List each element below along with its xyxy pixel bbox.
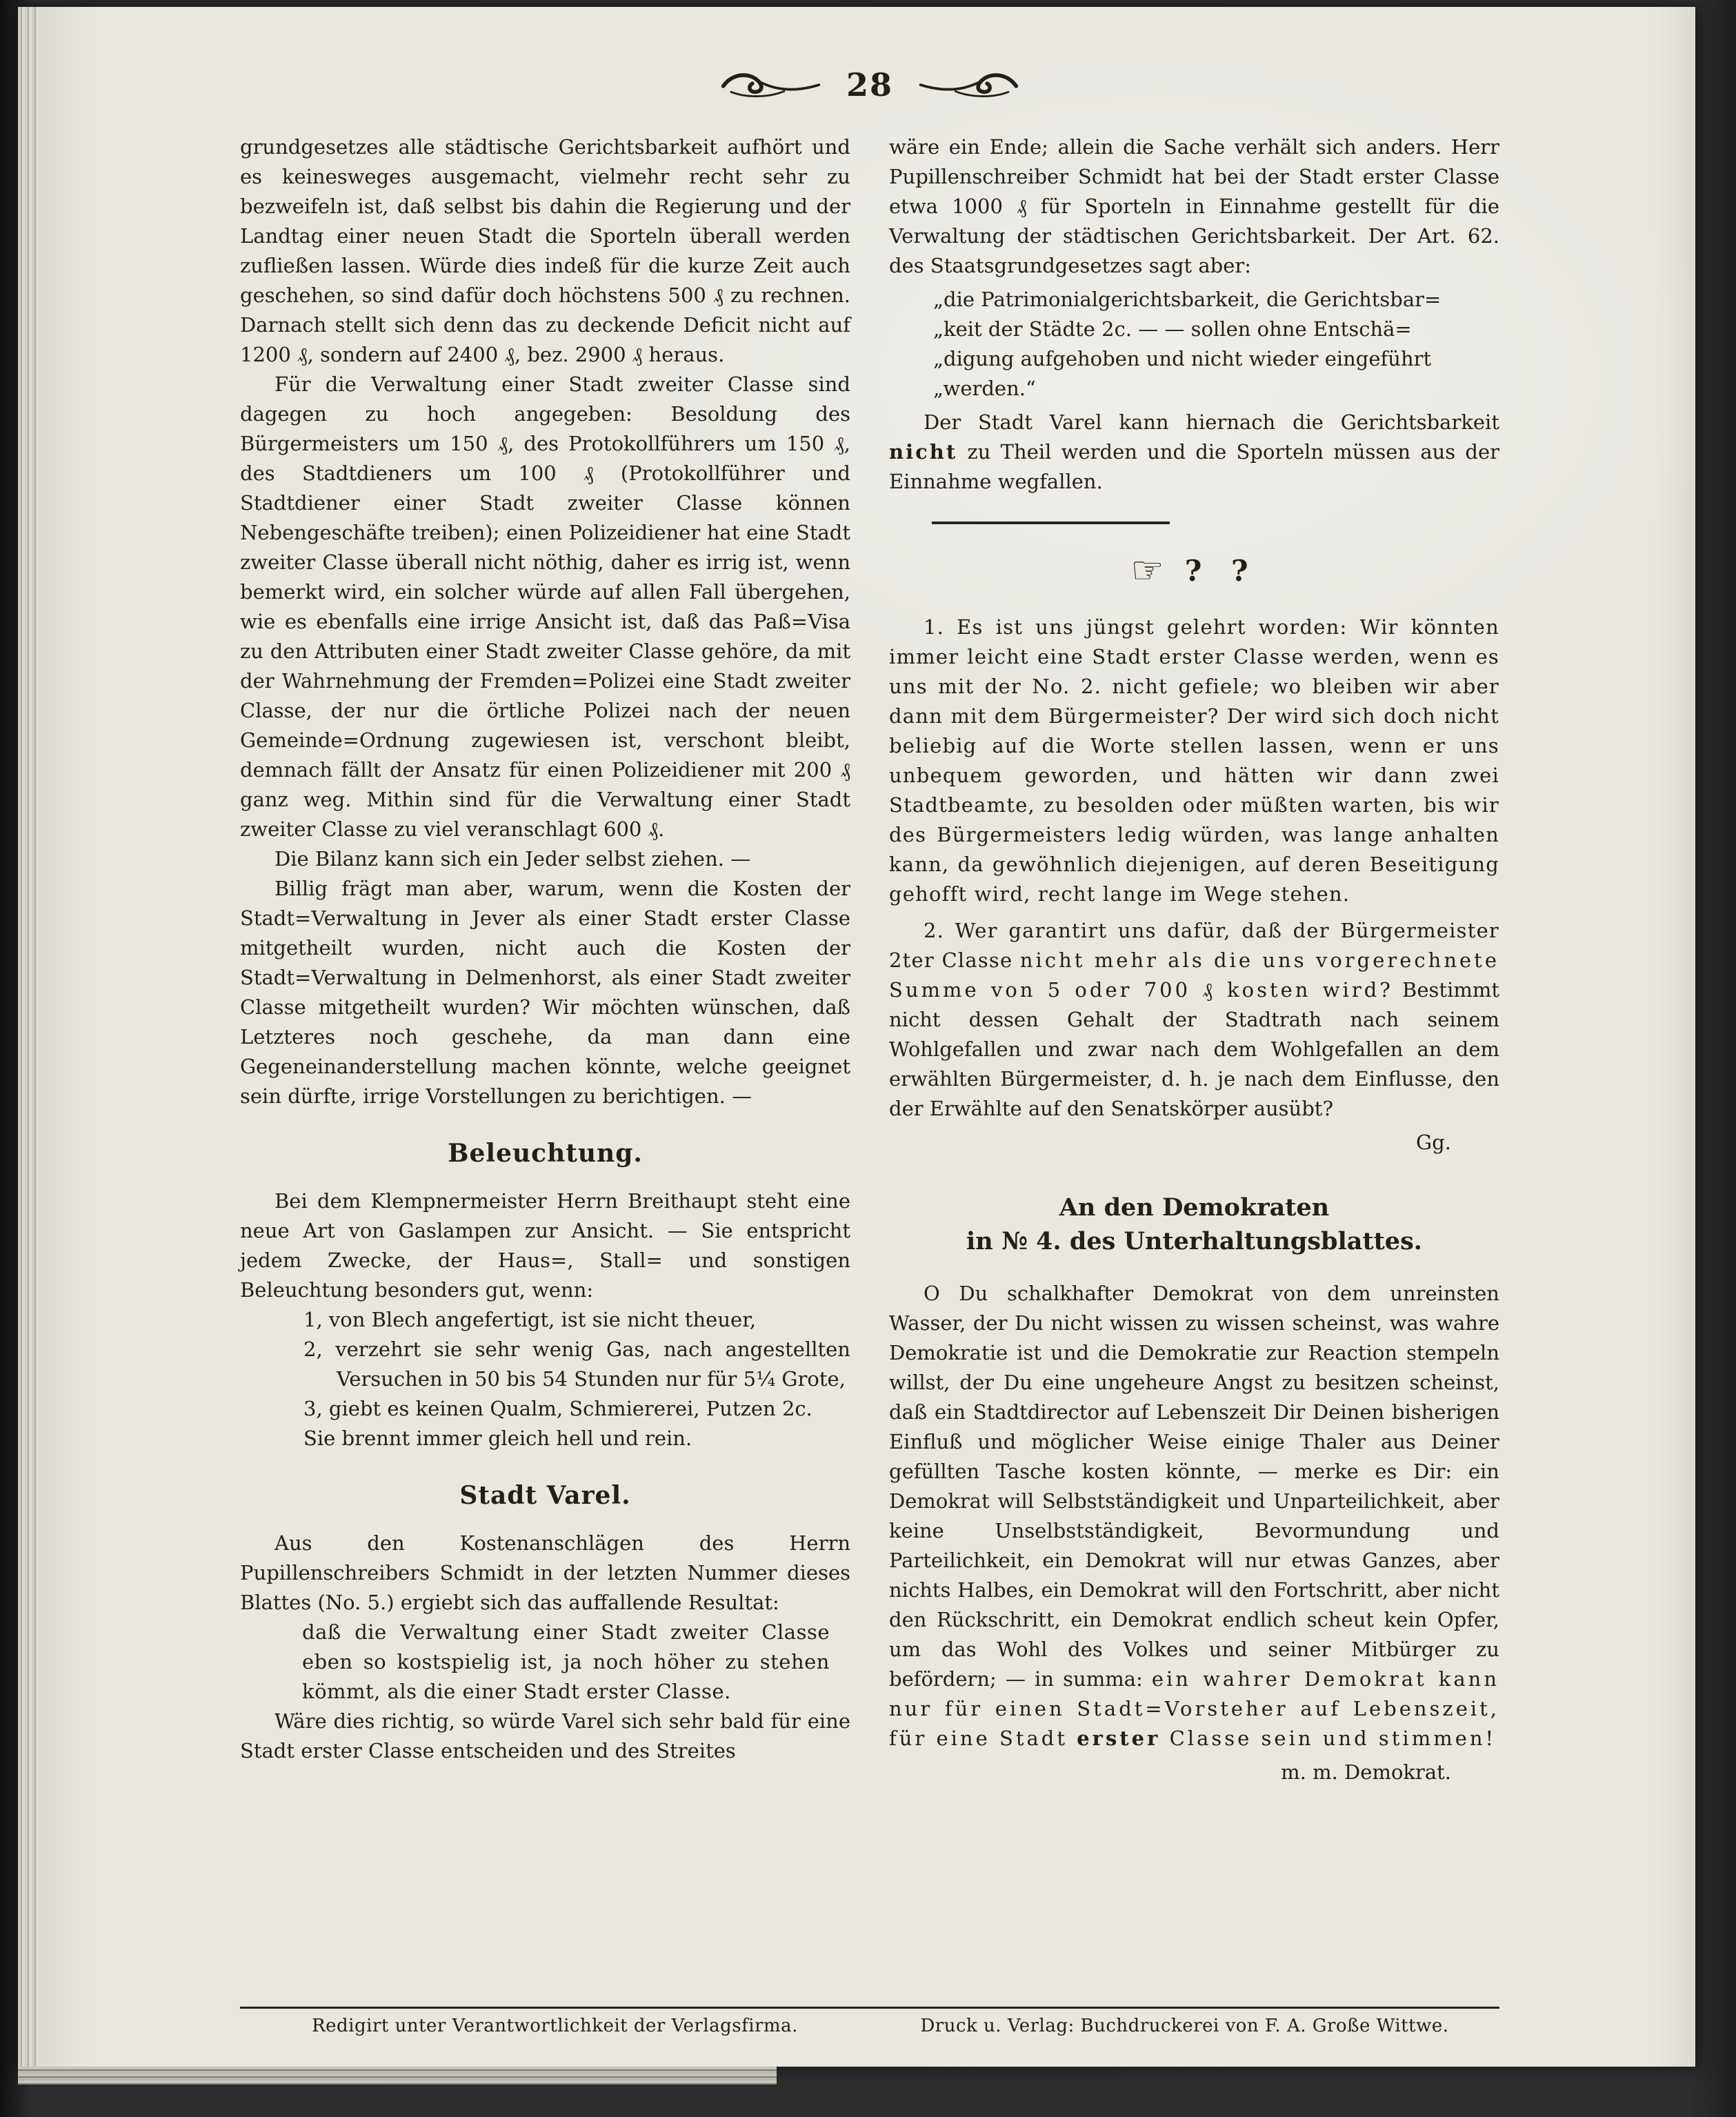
paragraph [889, 1279, 1499, 1753]
bold-word: erster [1077, 1727, 1161, 1750]
paragraph: Billig frägt man aber, warum, wenn die Kosten der Stadt=Verwaltung in Jever als einer Stadt erster Classe mitgetheilt wurden, nicht auch die Kosten der Stadt=Verwaltung in Delmenhorst, als einer Stadt zweiter Classe mitgetheilt wurden? Wir möchten wünschen, daß Letzteres noch geschehe, da man dann eine Gegeneinanderstellung machen könnte, welche geeignet sein dürfte, irrige Vorstellungen zu berichtigen. — [240, 877, 850, 1108]
right-column [889, 132, 1499, 1787]
imprint-right: Druck u. Verlag: Buchdruckerei von F. A. Große Wittwe. [920, 2016, 1449, 2036]
text-run: zu Theil werden und die Sporteln müssen aus der Einnahme wegfallen. [889, 440, 1499, 493]
pointing-hand-icon: ☞ [1130, 548, 1164, 592]
paragraph [889, 408, 1499, 497]
title-line: An den Demokraten [1059, 1193, 1330, 1222]
newspaper-page [18, 7, 1695, 2067]
section-title-beleuchtung: Beleuchtung. [448, 1139, 643, 1168]
page-header [240, 55, 1499, 115]
letterspaced-run: ein wahrer Demokrat kann nur für einen Stadt=Vorsteher auf Lebenszeit, für eine Stadt [889, 1667, 1499, 1750]
paragraph: grundgesetzes alle städtische Gerichtsbarkeit aufhört und es keinesweges ausgemacht, vielmehr recht sehr zu bezweifeln ist, daß selbst bis dahin die Regierung und der Landtag einer neuen Stadt die Sporteln überall werden zufließen lassen. Würde dies indeß für die kurze Zeit auch geschehen, so sind dafür doch höchstens 500 ₰ zu rechnen. Darnach stellt sich denn das zu deckende Deficit nicht auf 1200 ₰, sondern auf 2400 ₰, bez. 2900 ₰ heraus. [240, 135, 850, 366]
text-run: 2. Wer garantirt uns dafür, daß der Bürgermeister 2ter Classe [889, 919, 1499, 972]
quote-line: „werden.“ [933, 377, 1036, 400]
paragraph: wäre ein Ende; allein die Sache verhält sich anders. Herr Pupillenschreiber Schmidt hat bei der Stadt erster Classe etwa 1000 ₰ für Sporteln in Einnahme gestellt für die Verwaltung der städtischen Gerichtsbarkeit. Der Art. 62. des Staatsgrundgesetzes sagt aber: [889, 135, 1499, 277]
section-title-stadt-varel: Stadt Varel. [459, 1481, 631, 1510]
letterspaced-run: nicht mehr als die uns vorgerechnete Summe von 5 oder 700 ₰ kosten wird? [889, 948, 1499, 1002]
book-page-edges-left [18, 7, 39, 2067]
law-quote-block [933, 285, 1499, 404]
pointing-hand-heading [889, 548, 1499, 592]
flourish-right-ornament [917, 70, 1020, 100]
text-run: Der Stadt Varel kann hiernach die Gerichtsbarkeit [924, 410, 1499, 434]
signature: Gg. [1416, 1131, 1451, 1154]
book-page-edges-bottom [18, 2067, 777, 2085]
signature: m. m. Demokrat. [1281, 1760, 1451, 1784]
list-item: 2, verzehrt sie sehr wenig Gas, nach angestellten Versuchen in 50 bis 54 Stunden nur für 5¼ Grote, [303, 1338, 850, 1391]
paragraph: Sie brennt immer gleich hell und rein. [303, 1427, 692, 1450]
question-marks: ? ? [1184, 553, 1258, 588]
paragraph: Die Bilanz kann sich ein Jeder selbst ziehen. — [275, 847, 751, 871]
title-line: in № 4. des Unterhaltungsblattes. [966, 1227, 1422, 1255]
paragraph: Bei dem Klempnermeister Herrn Breithaupt steht eine neue Art von Gaslampen zur Ansicht. — Sie entspricht jedem Zwecke, der Haus=, Stall= und sonstigen Beleuchtung besonders gut, wenn: [240, 1189, 850, 1302]
indented-quote: daß die Verwaltung einer Stadt zweiter Classe eben so kostspielig ist, ja noch höher zu stehen kömmt, als die einer Stadt erster Classe. [302, 1620, 830, 1703]
letterspaced-run: Classe sein und stimmen! [1160, 1727, 1497, 1750]
paragraph [889, 916, 1499, 1124]
emphasized-word: nicht [889, 440, 958, 464]
imprint-footer [240, 2007, 1499, 2036]
text-run: Bestimmt nicht dessen Gehalt der Stadtrath nach seinem Wohlgefallen und zwar nach dem Wohlgefallen an dem erwählten Bürgermeister, d. h. je nach dem Einflusse, den der Erwählte auf den Senatskörper ausübt? [889, 978, 1499, 1120]
list-item: 1, von Blech angefertigt, ist sie nicht theuer, [303, 1308, 757, 1331]
left-column [240, 132, 850, 1787]
list-item: 3, giebt es keinen Qualm, Schmiererei, Putzen 2c. [303, 1397, 812, 1420]
paragraph: 1. Es ist uns jüngst gelehrt worden: Wir könnten immer leicht eine Stadt erster Classe werden, wenn es uns mit der No. 2. nicht gefiele; wo bleiben wir aber dann mit dem Bürgermeister? Der wird sich doch nicht beliebig auf die Worte stellen lassen, wenn er uns unbequem geworden, und hätten wir dann zwei Stadtbeamte, zu besolden oder müßten warten, bis wir des Bürgermeisters ledig würden, was lange anhalten kann, da gewöhnlich diejenigen, auf deren Beseitigung gehofft wird, recht lange im Wege stehen. [889, 615, 1499, 906]
text-run: O Du schalkhafter Demokrat von dem unreinsten Wasser, der Du nicht wissen zu wissen scheinst, was wahre Demokratie ist und die Demokratie zur Reaction stempeln willst, der Du eine ungeheure Angst zu besitzen scheinst, daß ein Stadtdirector auf Lebenszeit Dir Deinen bisherigen Einfluß und möglicher Weise einige Thaler aus Deiner gefüllten Tasche kosten könnte, — merke es Dir: ein Demokrat will Selbstständigkeit und Unparteilichkeit, aber keine Unselbstständigkeit, Bevormundung und Parteilichkeit, ein Demokrat will nur etwas Ganzes, aber nichts Halbes, ein Demokrat will den Fortschritt, aber nicht den Rückschritt, ein Demokrat endlich scheut kein Opfer, um das Wohl des Volkes und seiner Mitbürger zu befördern; — in summa: [889, 1282, 1499, 1691]
quote-line: „digung aufgehoben und nicht wieder eingeführt [933, 347, 1432, 370]
quote-line: „die Patrimonialgerichtsbarkeit, die Gerichtsbar= [933, 288, 1441, 311]
paragraph: Aus den Kostenanschlägen des Herrn Pupillenschreibers Schmidt in der letzten Nummer dieses Blattes (No. 5.) ergiebt sich das auffallende Resultat: [240, 1531, 850, 1614]
two-column-text [240, 132, 1499, 1787]
section-divider-rule [932, 521, 1170, 524]
flourish-left-ornament [719, 70, 823, 100]
page-number: 28 [846, 66, 893, 103]
quote-line: „keit der Städte 2c. — — sollen ohne Entschä= [933, 317, 1412, 341]
paragraph: Für die Verwaltung einer Stadt zweiter Classe sind dagegen zu hoch angegeben: Besoldung des Bürgermeisters um 150 ₰, des Protokollführers um 150 ₰, des Stadtdieners um 100 ₰ (Protokollführer und Stadtdiener einer Stadt zweiter Classe können Nebengeschäfte treiben); einen Polizeidiener hat eine Stadt zweiter Classe überall nicht nöthig, daher es irrig ist, wenn bemerkt wird, ein solcher würde auf allen Fall übergehen, wie es ebenfalls eine irrige Ansicht ist, daß das Paß=Visa zu den Attributen einer Stadt zweiter Classe gehöre, da mit der Wahrnehmung der Fremden=Polizei eine Stadt zweiter Classe, der nur die örtliche Polizei nach der neuen Gemeinde=Ordnung zugewiesen ist, verschont bleibt, demnach fällt der Ansatz für einen Polizeidiener mit 200 ₰ ganz weg. Mithin sind für die Verwaltung einer Stadt zweiter Classe zu viel veranschlagt 600 ₰. [240, 372, 850, 841]
section-title-demokraten [889, 1191, 1499, 1258]
imprint-left: Redigirt unter Verantwortlichkeit der Verlagsfirma. [312, 2016, 798, 2036]
paragraph: Wäre dies richtig, so würde Varel sich sehr bald für eine Stadt erster Classe entscheiden und des Streites [240, 1709, 850, 1762]
